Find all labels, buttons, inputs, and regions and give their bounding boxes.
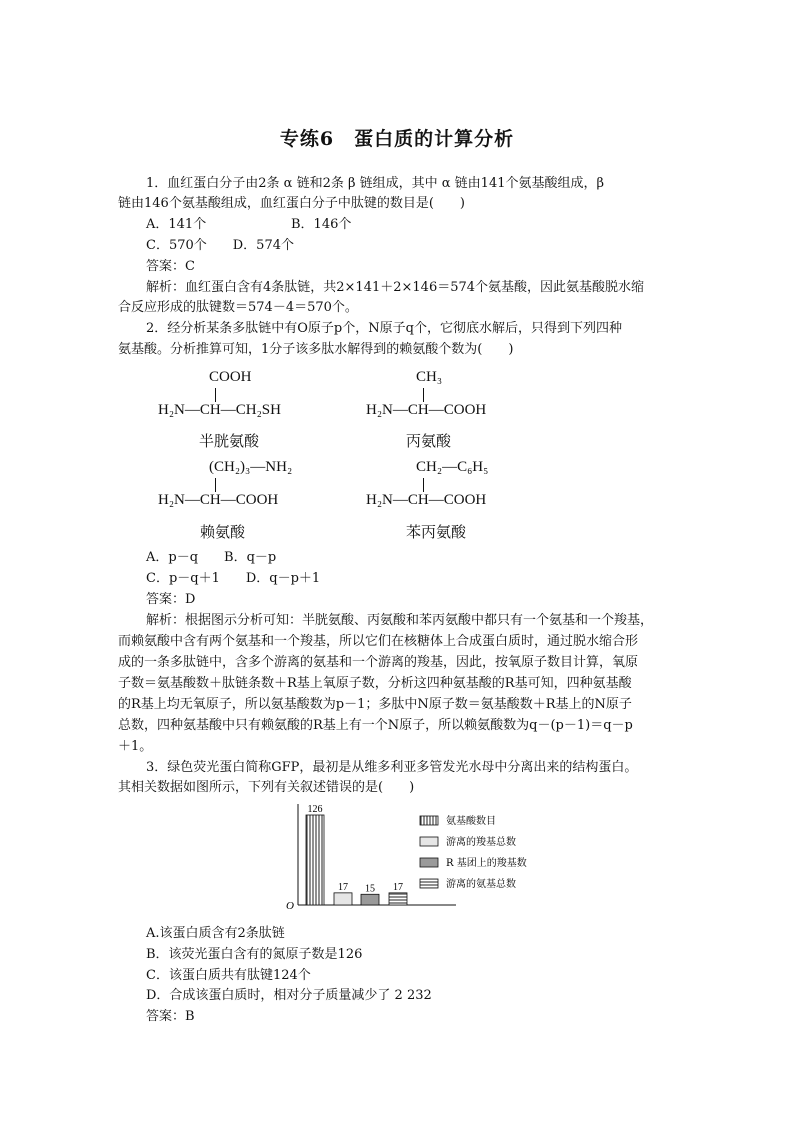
q1-option-a: A．141个 [146, 217, 207, 232]
q3-stem-line1: 3．绿色荧光蛋白简称GFP，最初是从维多利亚多管发光水母中分离出来的结构蛋白。 [146, 760, 638, 775]
phenylalanine-side-group: CH₂—C₆H₅ [416, 459, 489, 475]
alanine-backbone: H₂N—CH—COOH [366, 402, 487, 418]
q3-option-a: A.该蛋白质含有2条肽链 [146, 926, 285, 941]
q1-explanation-line2: 合反应形成的肽键数＝574－4＝570个。 [118, 300, 358, 315]
q2-explanation-line3: 成的一条多肽链中，含多个游离的氨基和一个游离的羧基，因此，按氧原子数目计算，氧原 [118, 655, 639, 670]
q2-explanation-line7: ＋1。 [118, 739, 153, 754]
bar-4 [389, 893, 407, 905]
chart-legend [420, 814, 527, 890]
legend-swatch-3 [420, 858, 438, 867]
bar-value-label-4: 17 [393, 881, 403, 893]
bar-1 [306, 815, 324, 905]
q3-answer: 答案：B [146, 1009, 195, 1024]
bar-value-label-2: 17 [338, 881, 348, 893]
cysteine-backbone: H₂N—CH—CH₂SH [158, 402, 281, 418]
q2-answer: 答案：D [146, 592, 196, 607]
legend-swatch-4 [420, 879, 438, 888]
q1-options-cd: C．570个 D．574个 [146, 238, 294, 253]
q1-option-b: B．146个 [291, 217, 352, 232]
cysteine-name: 半胱氨酸 [199, 432, 260, 450]
lysine-name: 赖氨酸 [200, 523, 246, 541]
q2-explanation-line4: 子数＝氨基酸数＋肽链条数＋R基上氧原子数，分析这四种氨基酸的R基可知，四种氨基酸 [118, 676, 632, 691]
q3-option-b: B．该荧光蛋白含有的氮原子数是126 [146, 947, 363, 962]
bar-2 [334, 893, 352, 905]
q2-explanation-line1: 解析：根据图示分析可知：半胱氨酸、丙氨酸和苯丙氨酸中都只有一个氨基和一个羧基， [146, 613, 654, 628]
q3-stem-line2: 其相关数据如图所示，下列有关叙述错误的是( ) [118, 780, 415, 795]
q2-stem-line1: 2．经分析某条多肽链中有O原子p个，N原子q个，它彻底水解后，只得到下列四种 [146, 321, 622, 336]
alanine-name: 丙氨酸 [406, 432, 452, 450]
q2-options-ab: A．p－q B．q－p [146, 550, 277, 565]
page-title: 专练6 蛋白质的计算分析 [279, 128, 515, 150]
q1-explanation-line1: 解析：血红蛋白含有4条肽链，共2×141＋2×146＝574个氨基酸，因此氨基酸脱水缩 [146, 280, 645, 295]
phenylalanine-name: 苯丙氨酸 [406, 523, 467, 541]
legend-label-4: 游离的氨基总数 [446, 879, 516, 890]
q2-options-cd: C．p－q＋1 D．q－p＋1 [146, 571, 321, 586]
q1-stem-line1: 1．血红蛋白分子由2条 α 链和2条 β 链组成，其中 α 链由141个氨基酸组成，β [146, 176, 605, 191]
chart-bars [306, 815, 407, 905]
bar-value-label-1: 126 [307, 804, 323, 815]
cysteine-side-group: COOH [209, 369, 252, 385]
q2-explanation-line6: 总数，四种氨基酸中只有赖氨酸的R基上有一个N原子，所以赖氨酸数为q－(p－1)＝q－p [118, 718, 633, 733]
legend-label-2: 游离的羧基总数 [446, 837, 516, 848]
q1-answer: 答案：C [146, 259, 195, 274]
q1-stem-line2: 链由146个氨基酸组成，血红蛋白分子中肽键的数目是( ) [118, 196, 465, 211]
legend-swatch-2 [420, 837, 438, 846]
lysine-backbone: H₂N—CH—COOH [158, 492, 279, 508]
lysine-side-group: (CH₂)₃—NH₂ [209, 459, 293, 475]
phenylalanine-backbone: H₂N—CH—COOH [366, 492, 487, 508]
origin-label: O [286, 900, 294, 912]
legend-swatch-1 [420, 816, 438, 825]
legend-label-1: 氨基酸数目 [446, 816, 496, 827]
q2-stem-line2: 氨基酸。分析推算可知，1分子该多肽水解得到的赖氨酸个数为( ) [118, 342, 514, 357]
gfp-bar-chart [276, 800, 556, 912]
q3-option-c: C．该蛋白质共有肽键124个 [146, 968, 311, 983]
q2-explanation-line2: 而赖氨酸中含有两个氨基和一个羧基，所以它们在核糖体上合成蛋白质时，通过脱水缩合形 [118, 634, 639, 649]
legend-label-3: R 基团上的羧基数 [446, 858, 527, 869]
alanine-side-group: CH₃ [416, 369, 443, 385]
bar-3 [361, 894, 379, 905]
bar-value-label-3: 15 [365, 883, 375, 895]
q2-explanation-line5: 的R基上均无氧原子，所以氨基酸数为p－1；多肽中N原子数＝氨基酸数＋R基上的N原子 [118, 697, 632, 712]
q3-option-d: D．合成该蛋白质时，相对分子质量减少了 2 232 [146, 988, 432, 1003]
